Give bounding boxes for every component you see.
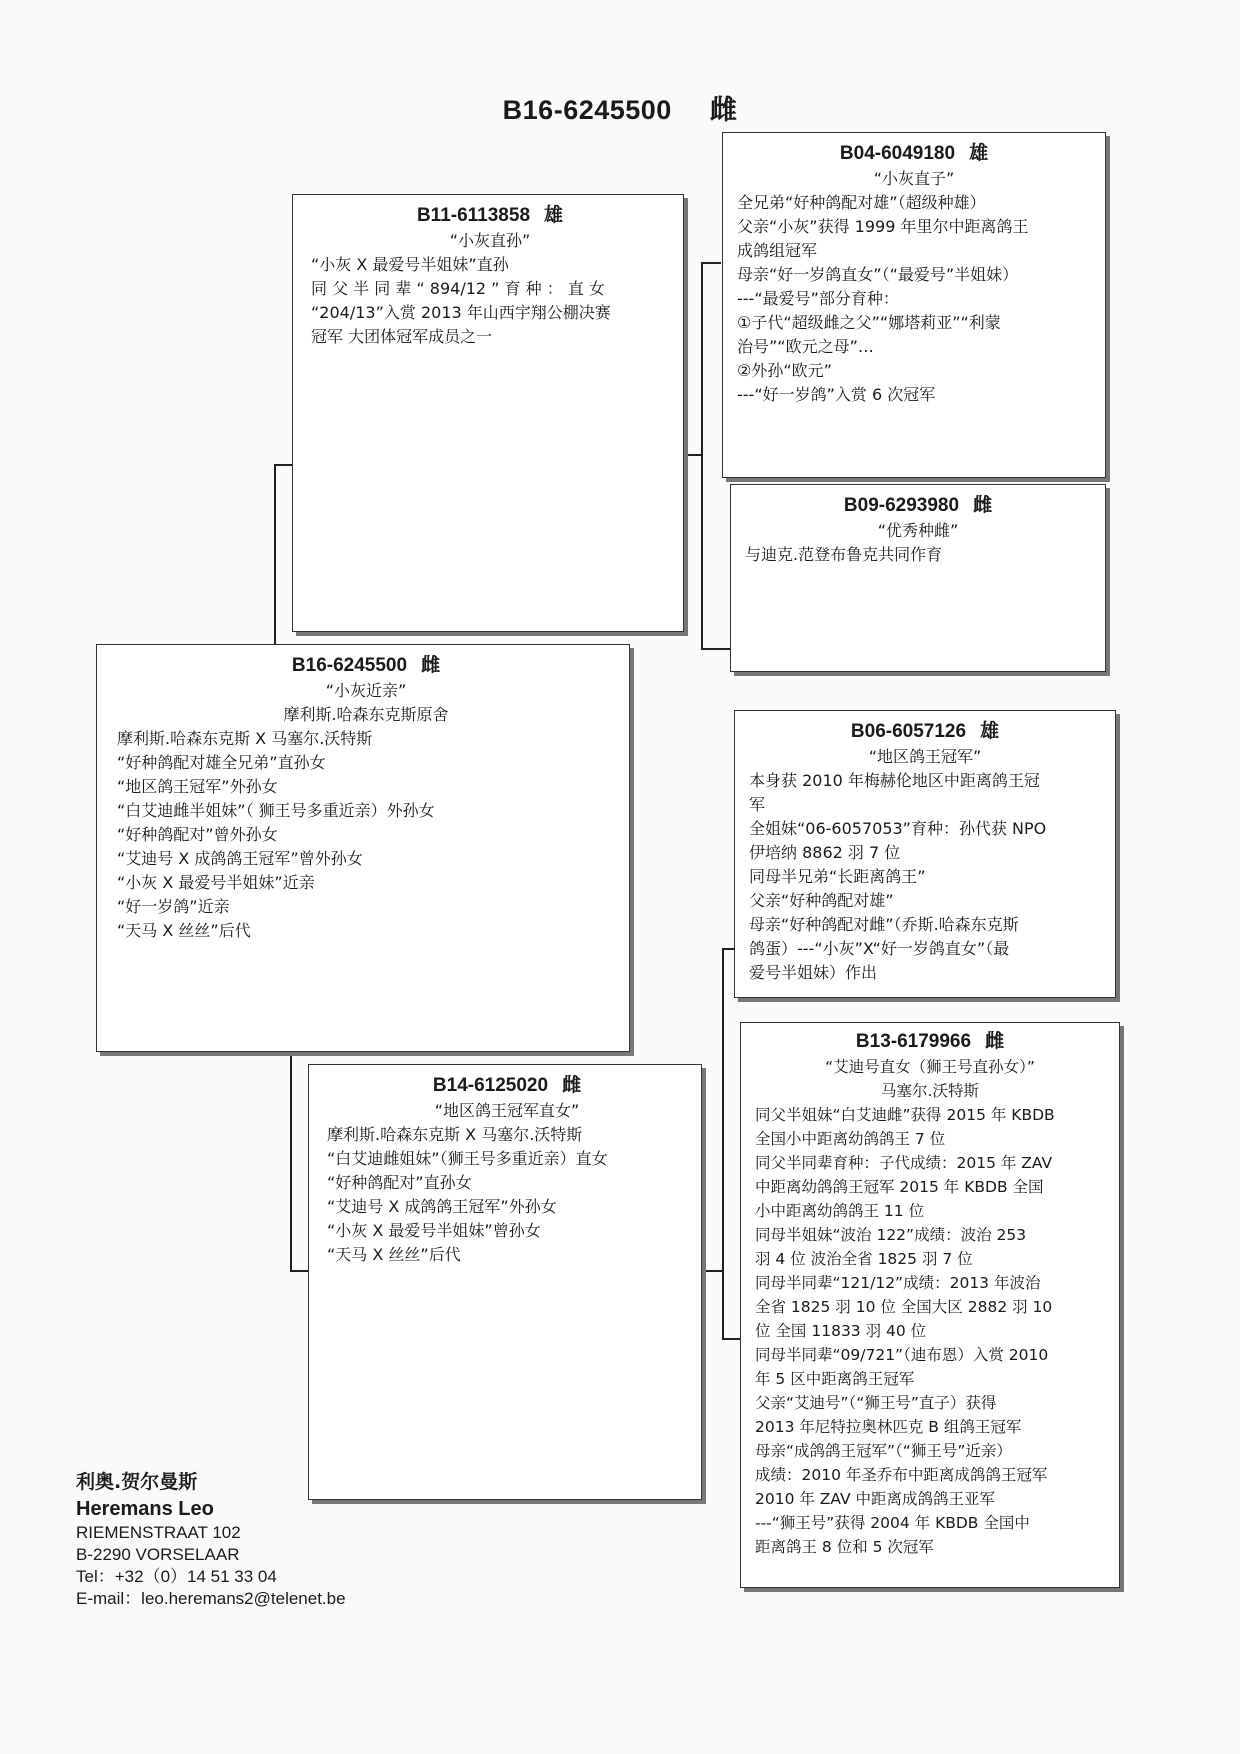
info-line: ---“最爱号”部分育种：: [737, 289, 899, 308]
info-line: 摩利斯.哈森东克斯 X 马塞尔.沃特斯: [327, 1125, 583, 1144]
info-line: 母亲“好一岁鸽直女”（“最爱号”半姐妹）: [737, 265, 1019, 284]
info-line: “小灰 X 最爱号半姐妹”近亲: [117, 873, 315, 892]
origin: 摩利斯.哈森东克斯原舍: [283, 705, 449, 724]
info-line: 冠军 大团体冠军成员之一: [311, 327, 493, 346]
page-title-sex: 雌: [709, 95, 738, 125]
info-line: 全省 1825 羽 10 位 全国大区 2882 羽 10: [755, 1298, 1053, 1316]
nickname: “小灰直孙”: [449, 231, 531, 250]
info-line: 年 5 区中距离鸽王冠军: [755, 1370, 915, 1388]
ring-number: B09-6293980 雌: [843, 495, 993, 516]
pedigree-card-dam-sire: [734, 710, 1116, 998]
info-line: “小灰 X 最爱号半姐妹”曾孙女: [327, 1221, 541, 1240]
info-line: ①子代“超级雌之父”“娜塔莉亚”“利蒙: [737, 313, 1001, 332]
info-line: 同母半姐妹“波治 122”成绩：波治 253: [755, 1226, 1027, 1244]
info-line: 中距离幼鸽鸽王冠军 2015 年 KBDB 全国: [755, 1178, 1044, 1196]
info-line: “好种鸽配对”直孙女: [327, 1173, 472, 1192]
pedigree-card-sire: [292, 194, 684, 632]
info-line: 摩利斯.哈森东克斯 X 马塞尔.沃特斯: [117, 729, 373, 748]
connector-subject-sire: [274, 464, 276, 644]
info-line: 母亲“成鸽鸽王冠军”（“狮王号”近亲）: [755, 1442, 1012, 1460]
nickname: “优秀种雌”: [877, 521, 959, 540]
pedigree-card-dam: [308, 1064, 702, 1500]
pedigree-card-sire-sire: [722, 132, 1106, 478]
info-line: ---“好一岁鸽”入赏 6 次冠军: [737, 385, 936, 404]
info-line: 母亲“好种鸽配对雌”（乔斯.哈森东克斯: [749, 915, 1019, 934]
owner-email: E-mail：leo.heremans2@telenet.be: [76, 1589, 346, 1608]
info-line: 爱号半姐妹）作出: [749, 963, 878, 982]
info-line: “地区鸽王冠军”外孙女: [117, 777, 278, 796]
info-line: 父亲“好种鸽配对雄”: [749, 891, 894, 910]
owner-city: B-2290 VORSELAAR: [76, 1545, 240, 1564]
info-line: 全姐妹“06-6057053”育种：孙代获 NPO: [749, 819, 1047, 838]
info-line: ②外孙“欧元”: [737, 361, 832, 380]
info-line: “天马 X 丝丝”后代: [117, 921, 251, 940]
info-line: “白艾迪雌半姐妹”（ 狮王号多重近亲）外孙女: [117, 801, 435, 820]
ring-number: B11-6113858 雄: [416, 205, 564, 226]
connector-dam-grandparents: [722, 948, 724, 1340]
pedigree-card-dam-dam: [740, 1022, 1120, 1588]
info-line: “好种鸽配对”曾外孙女: [117, 825, 278, 844]
info-line: 小中距离幼鸽鸽王 11 位: [755, 1202, 925, 1220]
connector-sire-grandparents: [701, 262, 703, 650]
page-title: [0, 88, 1240, 127]
pedigree-card-sire-dam: [730, 484, 1106, 672]
nickname: “地区鸽王冠军直女”: [434, 1101, 580, 1120]
info-line: 父亲“艾迪号”（“狮王号”直子）获得: [755, 1394, 997, 1412]
info-line: 同母半同辈“09/721”（迪布恩）入赏 2010: [755, 1346, 1049, 1364]
info-line: “好一岁鸽”近亲: [117, 897, 230, 916]
info-line: 成鸽组冠军: [737, 241, 818, 260]
info-line: 位 全国 11833 羽 40 位: [755, 1322, 927, 1340]
connector-dam-mid: [704, 1270, 724, 1272]
nickname: “小灰近亲”: [325, 681, 407, 700]
info-line: 羽 4 位 波治全省 1825 羽 7 位: [755, 1250, 973, 1268]
info-line: 与迪克.范登布鲁克共同作育: [745, 545, 943, 564]
info-line: 同父半同辈育种：子代成绩：2015 年 ZAV: [755, 1154, 1053, 1172]
info-line: 全兄弟“好种鸽配对雄”（超级种雄）: [737, 193, 986, 212]
owner-street: RIEMENSTRAAT 102: [76, 1523, 241, 1542]
nickname: “艾迪号直女（狮王号直孙女）”: [825, 1058, 1035, 1076]
info-line: 鸽蛋）---“小灰”X“好一岁鸽直女”（最: [749, 939, 1010, 958]
info-line: 军: [749, 795, 766, 814]
connector-sire-stub: [274, 464, 294, 466]
owner-name-chinese: 利奥.贺尔曼斯: [76, 1471, 198, 1493]
nickname: “地区鸽王冠军”: [868, 747, 982, 766]
ring-number: B04-6049180 雄: [839, 143, 989, 164]
info-line: 同母半同辈“121/12”成绩：2013 年波治: [755, 1274, 1041, 1292]
ring-number: B14-6125020 雌: [432, 1075, 582, 1096]
info-line: “白艾迪雌姐妹”（狮王号多重近亲）直女: [327, 1149, 608, 1168]
info-line: 伊培纳 8862 羽 7 位: [749, 843, 901, 862]
connector-sire-mid: [688, 454, 703, 456]
info-line: 治号”“欧元之母”…: [737, 337, 874, 356]
info-line: ---“狮王号”获得 2004 年 KBDB 全国中: [755, 1514, 1030, 1532]
page-title-ring: B16-6245500: [502, 95, 672, 125]
info-line: 父亲“小灰”获得 1999 年里尔中距离鸽王: [737, 217, 1029, 236]
info-line: 全国小中距离幼鸽鸽王 7 位: [755, 1130, 946, 1148]
connector-sire-dam-stub: [701, 648, 731, 650]
owner-contact: [76, 1468, 346, 1610]
connector-dam-dam-stub: [722, 1338, 740, 1340]
info-line: “204/13”入赏 2013 年山西宇翔公棚决赛: [311, 303, 611, 322]
info-line: 成绩：2010 年圣乔布中距离成鸽鸽王冠军: [755, 1466, 1048, 1484]
info-line: 距离鸽王 8 位和 5 次冠军: [755, 1538, 934, 1556]
info-line: 同 父 半 同 辈 “ 894/12 ” 育 种 ： 直 女: [311, 279, 605, 298]
ring-number: B13-6179966 雌: [855, 1031, 1005, 1052]
info-line: “好种鸽配对雄全兄弟”直孙女: [117, 753, 326, 772]
info-line: “艾迪号 X 成鸽鸽王冠军”外孙女: [327, 1197, 557, 1216]
info-line: “艾迪号 X 成鸽鸽王冠军”曾外孙女: [117, 849, 363, 868]
connector-sire-sire-stub: [701, 262, 721, 264]
connector-dam-stub: [290, 1270, 310, 1272]
origin: 马塞尔.沃特斯: [881, 1082, 979, 1100]
info-line: 2013 年尼特拉奥林匹克 B 组鸽王冠军: [755, 1418, 1022, 1436]
info-line: 同父半姐妹“白艾迪雌”获得 2015 年 KBDB: [755, 1106, 1055, 1124]
ring-number: B06-6057126 雄: [850, 721, 1000, 742]
nickname: “小灰直子”: [873, 169, 955, 188]
info-line: “天马 X 丝丝”后代: [327, 1245, 461, 1264]
connector-subject-dam: [290, 1052, 292, 1272]
info-line: 本身获 2010 年梅赫伦地区中距离鸽王冠: [749, 771, 1040, 790]
info-line: 2010 年 ZAV 中距离成鸽鸽王亚军: [755, 1490, 996, 1508]
owner-phone: Tel：+32（0）14 51 33 04: [76, 1567, 277, 1586]
info-line: 同母半兄弟“长距离鸽王”: [749, 867, 926, 886]
pedigree-card-subject: [96, 644, 630, 1052]
owner-name: Heremans Leo: [76, 1498, 214, 1520]
info-line: “小灰 X 最爱号半姐妹”直孙: [311, 255, 509, 274]
ring-number: B16-6245500 雌: [291, 655, 441, 676]
